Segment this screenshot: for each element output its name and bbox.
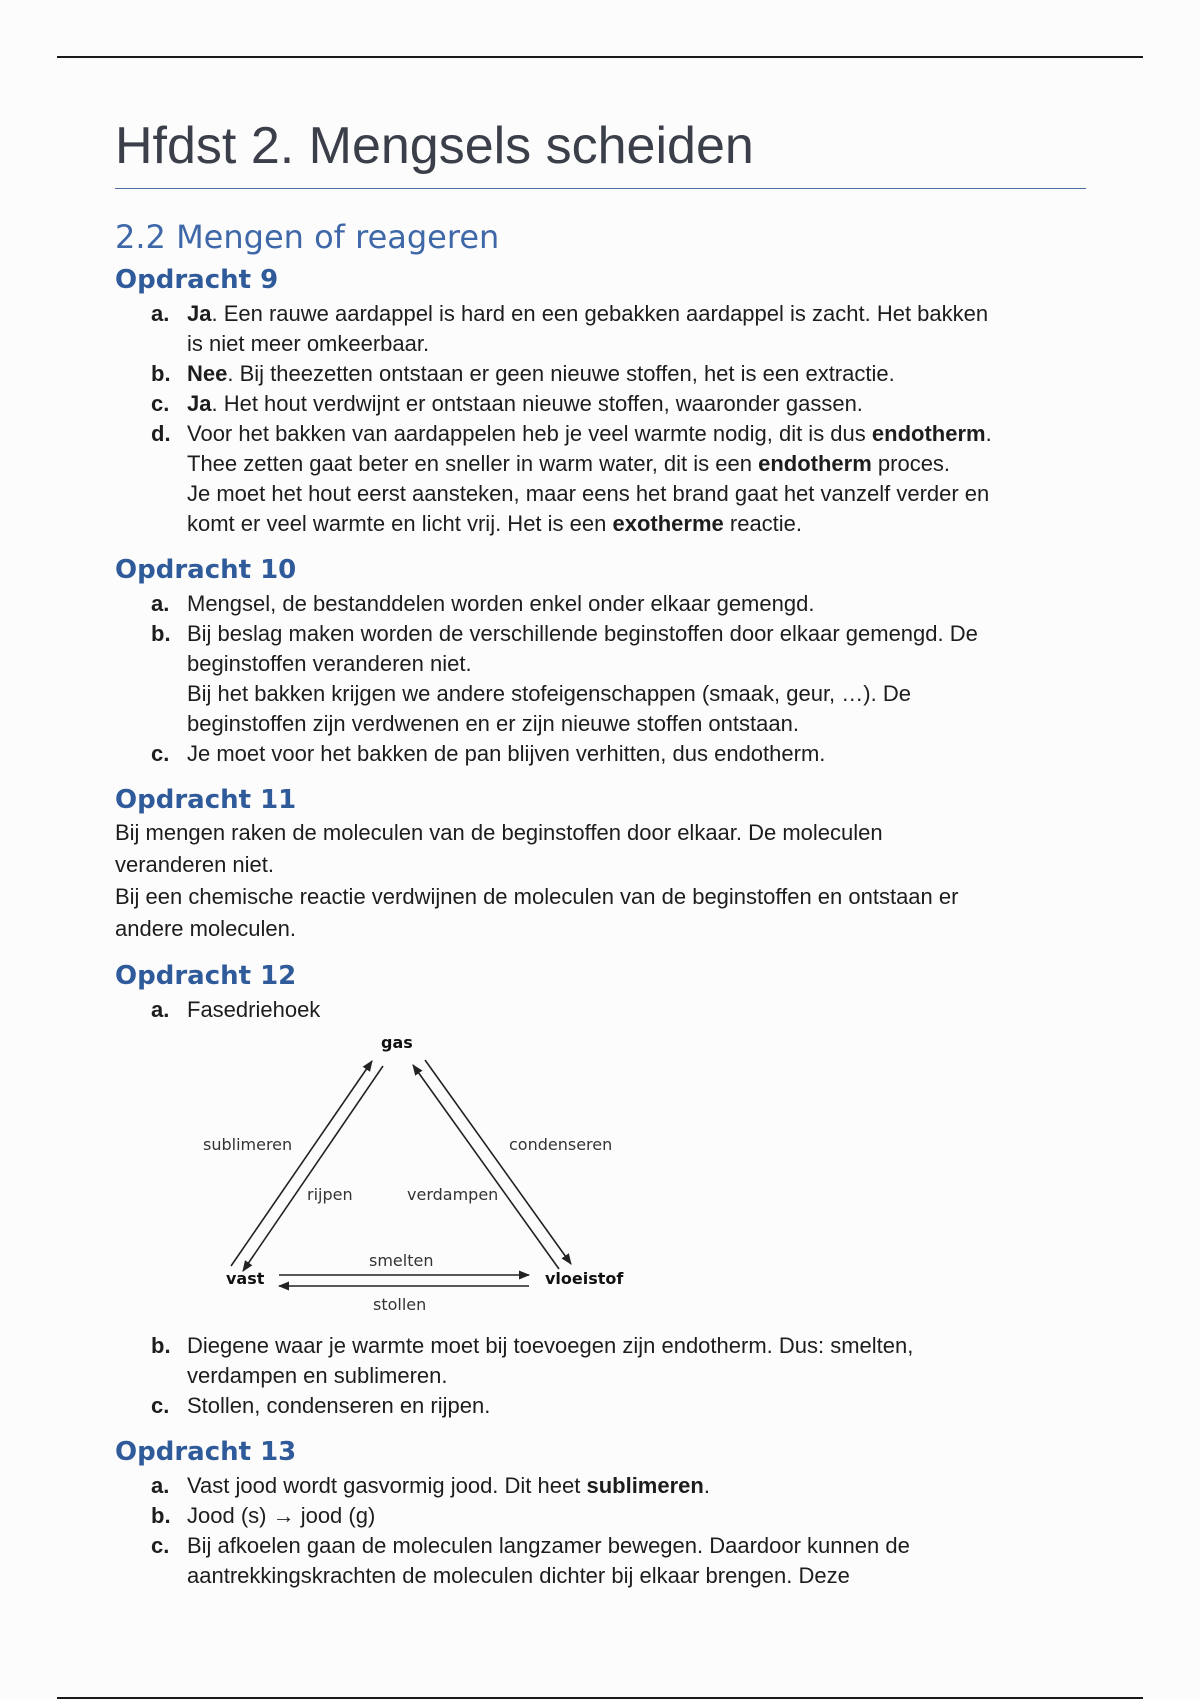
list-item (115, 389, 1115, 419)
item-text-line (187, 589, 1115, 619)
list-item (115, 1471, 1115, 1501)
paragraph-line: Bij mengen raken de moleculen van de beginstoffen door elkaar. De moleculen (115, 820, 883, 845)
item-marker: a. (151, 301, 170, 326)
answer-list (115, 995, 1115, 1025)
item-marker: b. (151, 1333, 171, 1358)
paragraph-line: Bij een chemische reactie verdwijnen de moleculen van de beginstoffen en ontstaan er (115, 884, 959, 909)
opdracht-11 (115, 783, 1115, 945)
item-text-line (187, 1361, 1115, 1391)
item-text-line (187, 649, 1115, 679)
text-segment: beginstoffen veranderen niet. (187, 651, 472, 676)
list-item (115, 359, 1115, 389)
header-rule (57, 56, 1143, 58)
text-segment: reactie. (723, 511, 803, 536)
item-marker: a. (151, 591, 170, 616)
item-marker: c. (151, 1393, 170, 1418)
chapter-title: Hfdst 2. Mengsels scheiden (115, 110, 1086, 189)
text-segment: Diegene waar je warmte moet bij toevoegen zijn endotherm. Dus: smelten, (187, 1333, 914, 1358)
text-segment: Bij afkoelen gaan de moleculen langzamer bewegen. Daardoor kunnen de (187, 1533, 910, 1558)
opdracht-12 (115, 959, 1115, 1421)
item-marker: a. (151, 997, 170, 1022)
opdracht-heading: Opdracht 9 (115, 265, 279, 295)
phase-triangle-diagram (187, 1031, 627, 1327)
item-text-line (187, 679, 1115, 709)
footer-rule (57, 1697, 1143, 1699)
answer-list (115, 1331, 1115, 1421)
text-segment: . (703, 1473, 710, 1498)
node-gas: gas (381, 1033, 413, 1052)
item-text-line (187, 1391, 1115, 1421)
item-marker: d. (151, 421, 171, 446)
list-item (115, 619, 1115, 739)
opdracht-10 (115, 553, 1115, 769)
item-text-line (187, 1331, 1115, 1361)
emphasis-term: Ja (187, 391, 212, 416)
list-item (115, 299, 1115, 359)
item-text-line (187, 359, 1115, 389)
list-item (115, 1391, 1115, 1421)
item-text-line (187, 1501, 1115, 1531)
text-segment: . Een rauwe aardappel is hard en een gebakken aardappel is zacht. Het bakken (211, 301, 989, 326)
opdracht-heading: Opdracht 10 (115, 555, 297, 585)
item-text-line (187, 419, 1115, 449)
label-sublimeren: sublimeren (203, 1135, 293, 1154)
answer-list (115, 589, 1115, 769)
item-text-line (187, 389, 1115, 419)
item-marker: b. (151, 1503, 171, 1528)
list-item (115, 419, 1115, 539)
label-condenseren: condenseren (509, 1135, 613, 1154)
opdracht-heading: Opdracht 12 (115, 961, 297, 991)
item-text: Fasedriehoek (187, 997, 321, 1022)
item-marker: c. (151, 1533, 170, 1558)
opdracht-9 (115, 263, 1115, 539)
arrow-verdampen (413, 1065, 559, 1269)
label-rijpen: rijpen (307, 1185, 353, 1204)
opdracht-heading: Opdracht 11 (115, 785, 297, 815)
item-text-line (187, 329, 1115, 359)
item-text-line (187, 299, 1115, 329)
item-marker: a. (151, 1473, 170, 1498)
text-segment: is niet meer omkeerbaar. (187, 331, 430, 356)
text-segment: Bij het bakken krijgen we andere stofeigenschappen (smaak, geur, …). De (187, 681, 911, 706)
text-segment: proces. (871, 451, 951, 476)
text-segment: komt er veel warmte en licht vrij. Het is een (187, 511, 613, 536)
text-segment: Vast jood wordt gasvormig jood. Dit heet (187, 1473, 587, 1498)
text-segment: Bij beslag maken worden de verschillende beginstoffen door elkaar gemengd. De (187, 621, 978, 646)
paragraph-line: veranderen niet. (115, 852, 274, 877)
label-stollen: stollen (373, 1295, 427, 1314)
arrow-condenseren (425, 1060, 571, 1264)
text-segment: Je moet het hout eerst aansteken, maar eens het brand gaat het vanzelf verder en (187, 481, 990, 506)
text-segment: Voor het bakken van aardappelen heb je veel warmte nodig, dit is dus (187, 421, 872, 446)
answer-list (115, 1471, 1115, 1591)
text-segment: Je moet voor het bakken de pan blijven verhitten, dus endotherm. (187, 741, 826, 766)
item-text-line (187, 449, 1115, 479)
text-segment: aantrekkingskrachten de moleculen dichter bij elkaar brengen. Deze (187, 1563, 850, 1588)
list-item (115, 995, 1115, 1025)
text-segment: Jood (s) → jood (g) (187, 1503, 376, 1528)
document-page (115, 110, 1115, 1591)
item-marker: c. (151, 391, 170, 416)
list-item (115, 1531, 1115, 1591)
list-item (115, 1501, 1115, 1531)
text-segment: verdampen en sublimeren. (187, 1363, 448, 1388)
answer-list (115, 299, 1115, 539)
item-text-line (187, 1531, 1115, 1561)
text-segment: Mengsel, de bestanddelen worden enkel onder elkaar gemengd. (187, 591, 815, 616)
item-text-line (187, 619, 1115, 649)
emphasis-term: endotherm (758, 451, 872, 476)
emphasis-term: sublimeren (586, 1473, 704, 1498)
arrow-sublimeren (231, 1061, 372, 1266)
item-marker: c. (151, 741, 170, 766)
list-item (115, 589, 1115, 619)
item-marker: b. (151, 361, 171, 386)
text-segment: . Bij theezetten ontstaan er geen nieuwe stoffen, het is een extractie. (227, 361, 895, 386)
opdracht-13 (115, 1435, 1115, 1591)
label-smelten: smelten (369, 1251, 434, 1270)
item-text-line (187, 739, 1115, 769)
item-text-line (187, 709, 1115, 739)
text-segment: . Het hout verdwijnt er ontstaan nieuwe stoffen, waaronder gassen. (211, 391, 863, 416)
item-text-line (187, 509, 1115, 539)
text-segment: Stollen, condenseren en rijpen. (187, 1393, 491, 1418)
emphasis-term: endotherm (871, 421, 986, 446)
text-segment: Thee zetten gaat beter en sneller in warm water, dit is een (187, 451, 759, 476)
section-heading: 2.2 Mengen of reageren (115, 218, 500, 256)
item-text-line (187, 1561, 1115, 1591)
node-vast: vast (226, 1269, 265, 1288)
label-verdampen: verdampen (407, 1185, 499, 1204)
list-item (115, 739, 1115, 769)
paragraph-line: andere moleculen. (115, 916, 297, 941)
arrow-rijpen (243, 1066, 383, 1271)
item-text-line (187, 1471, 1115, 1501)
opdracht-heading: Opdracht 13 (115, 1437, 297, 1467)
text-segment: beginstoffen zijn verdwenen en er zijn nieuwe stoffen ontstaan. (187, 711, 799, 736)
text-segment: . (985, 421, 992, 446)
emphasis-term: Nee (187, 361, 228, 386)
emphasis-term: Ja (187, 301, 212, 326)
item-marker: b. (151, 621, 171, 646)
node-vloeistof: vloeistof (545, 1269, 624, 1288)
item-text-line (187, 479, 1115, 509)
list-item (115, 1331, 1115, 1391)
emphasis-term: exotherme (612, 511, 724, 536)
